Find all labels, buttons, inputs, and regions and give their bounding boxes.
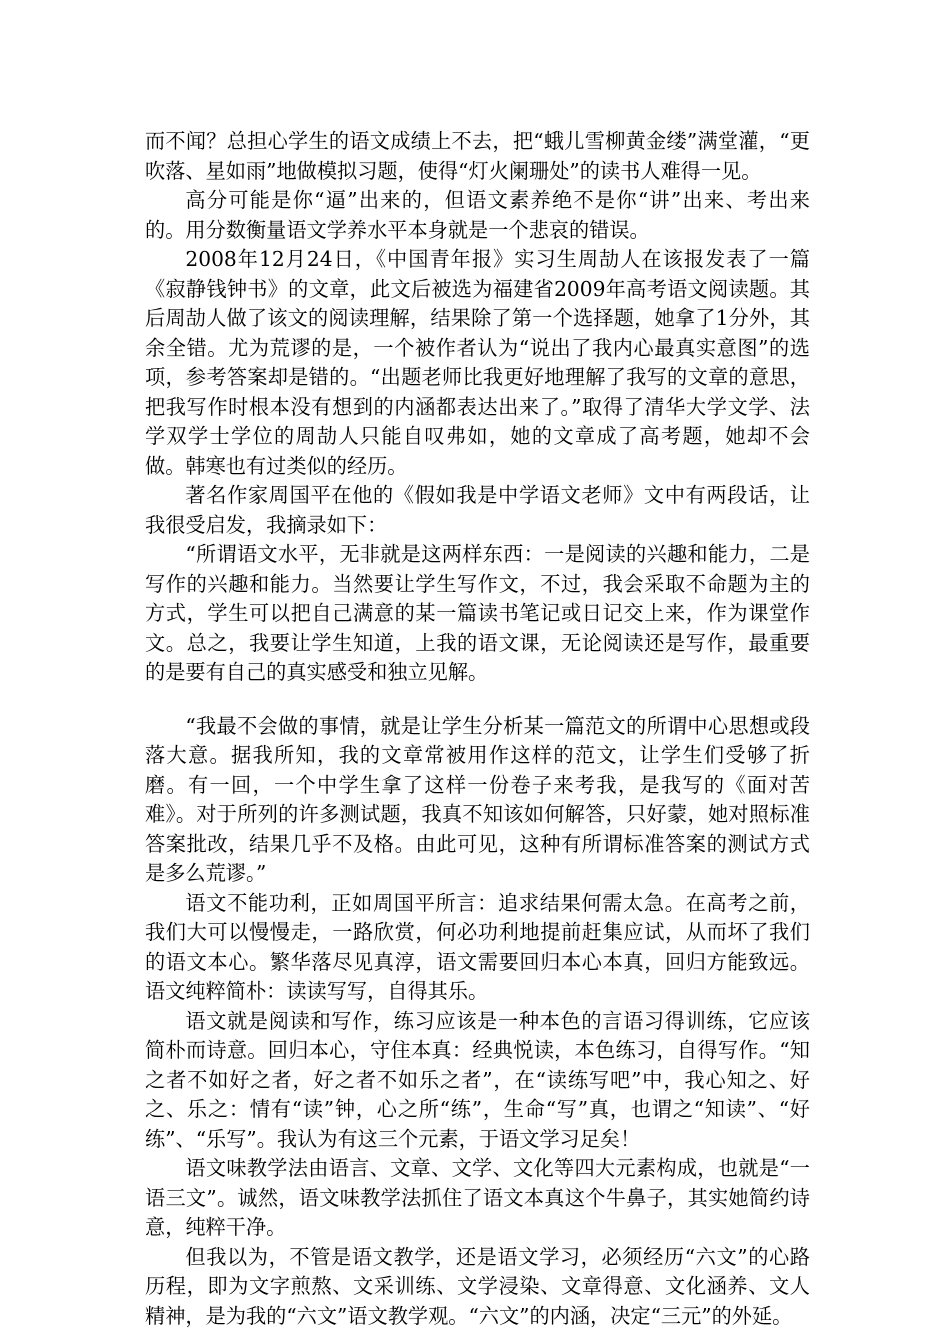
paragraph-continuation: 而不闻？总担心学生的语文成绩上不去，把“蛾儿雪柳黄金缕”满堂灌，“更吹落、星如雨”地做模拟习题，使得“灯火阑珊处”的读书人难得一见。 [145, 129, 810, 183]
paragraph-zhou-guoping-intro: 著名作家周国平在他的《假如我是中学语文老师》文中有两段话，让我很受启发，我摘录如下： [145, 483, 810, 537]
quote-paragraph-2: “我最不会做的事情，就是让学生分析某一篇范文的所谓中心思想或段落大意。据我所知，我的文章常被用作这样的范文，让学生们受够了折磨。有一回，一个中学生拿了这样一份卷子来考我，是我写的《面对苦难》。对于所列的许多测试题，我真不知该如何解答，只好蒙，她对照标准答案批改，结果几乎不及格。由此可见，这种有所谓标准答案的测试方式是多么荒谬。” [145, 713, 810, 885]
paragraph-score: 高分可能是你“逼”出来的，但语文素养绝不是你“讲”出来、考出来的。用分数衡量语文学养水平本身就是一个悲哀的错误。 [145, 188, 810, 242]
paragraph-not-utilitarian: 语文不能功利，正如周国平所言：追求结果何需太急。在高考之前，我们大可以慢慢走，一路欣赏，何必功利地提前赶集应试，从而坏了我们的语文本心。繁华落尽见真淳，语文需要回归本心本真，回归方能致远。语文纯粹简朴：读读写写，自得其乐。 [145, 890, 810, 1003]
quote-paragraph-1: “所谓语文水平，无非就是这两样东西：一是阅读的兴趣和能力，二是写作的兴趣和能力。当然要让学生写作文，不过，我会采取不命题为主的方式，学生可以把自己满意的某一篇读书笔记或日记交上来，作为课堂作文。总之，我要让学生知道，上我的语文课，无论阅读还是写作，最重要的是要有自己的真实感受和独立见解。 [145, 542, 810, 684]
paragraph-six-wen: 但我以为，不管是语文教学，还是语文学习，必须经历“六文”的心路历程，即为文字煎熬、文采训练、文学浸染、文章得意、文化涵养、文人精神，是为我的“六文”语文教学观。“六文”的内涵，决定“三元”的外延。 [145, 1244, 810, 1328]
paragraph-zhou-jieren: 2008年12月24日，《中国青年报》实习生周劼人在该报发表了一篇《寂静钱钟书》的文章，此文后被选为福建省2009年高考语文阅读题。其后周劼人做了该文的阅读理解，结果除了第一个选择题，她拿了1分外，其余全错。尤为荒谬的是，一个被作者认为“说出了我内心最真实意图”的选项，参考答案却是错的。“出题老师比我更好地理解了我写的文章的意思，把我写作时根本没有想到的内涵都表达出来了。”取得了清华大学文学、法学双学士学位的周劼人只能自叹弗如，她的文章成了高考题，她却不会做。韩寒也有过类似的经历。 [145, 247, 810, 478]
paragraph-yuwen-wei: 语文味教学法由语言、文章、文学、文化等四大元素构成，也就是“一语三文”。诚然，语文味教学法抓住了语文本真这个牛鼻子，其实她简约诗意，纯粹干净。 [145, 1156, 810, 1239]
paragraph-reading-writing: 语文就是阅读和写作，练习应该是一种本色的言语习得训练，它应该简朴而诗意。回归本心，守住本真：经典悦读，本色练习，自得写作。“知之者不如好之者，好之者不如乐之者”，在“读练写吧”中，我心知之、好之、乐之：情有“读”钟，心之所“练”，生命“写”真，也谓之“知读”、“好练”、“乐写”。我认为有这三个元素，于语文学习足矣！ [145, 1008, 810, 1151]
document-body [145, 127, 810, 1331]
